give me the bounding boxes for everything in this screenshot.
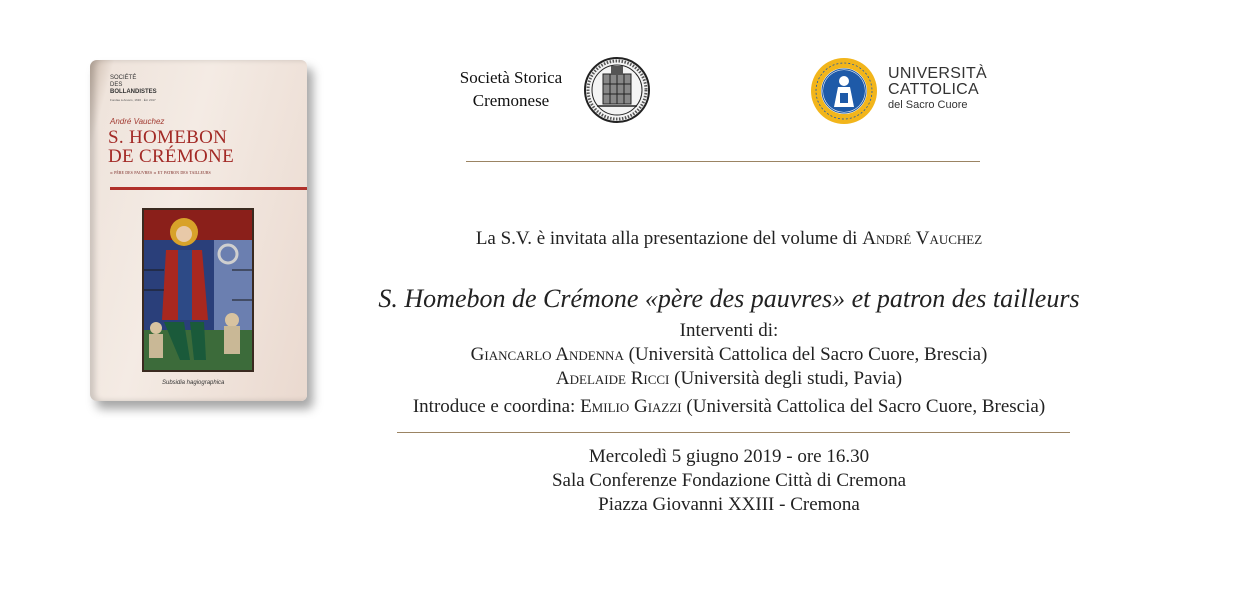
invitation-author-name: André Vauchez [862,228,983,249]
cover-subtitle: « père des pauvres » et patron des tailleurs [110,170,211,176]
cover-series: Subsidia hagiographica [162,380,225,386]
speaker-1 [340,344,1118,366]
moderator-name: Emilio Giazzi [580,396,682,417]
moderator-affiliation: (Università Cattolica del Sacro Cuore, Brescia) [681,396,1046,417]
cover-author: André Vauchez [110,117,165,126]
ucsc-name-line2: CATTOLICA [888,81,980,98]
ucsc-name-line3: del Sacro Cuore [888,99,968,111]
ssc-name [444,66,578,112]
speakers-heading: Interventi di: [679,320,779,341]
invitation-intro [340,228,1118,250]
cover-red-rule [110,187,307,190]
divider-top [466,161,980,162]
stained-glass-illustration [142,208,254,372]
cover-title [108,128,234,166]
book-cover-image [90,60,307,401]
speaker-1-name: Giancarlo Andenna [470,344,624,365]
ucsc-name [888,66,998,112]
event-address: Piazza Giovanni XXIII - Cremona [598,494,860,515]
ucsc-logo [810,57,878,125]
cover-title-line2: DE CRÉMONE [108,146,234,167]
book-title: S. Homebon de Crémone «père des pauvres» et patron des tailleurs [378,284,1080,313]
ssc-name-line2: Cremonese [472,91,550,110]
cover-publisher [110,75,157,96]
event-venue: Sala Conferenze Fondazione Città di Cremona [551,470,907,491]
speaker-2-name: Adelaide Ricci [555,368,670,389]
event-date-time: Mercoledì 5 giugno 2019 - ore 16.30 [588,446,870,467]
cover-publisher-sub: Fondée à Anvers, 1630 · Éd. 2017 [110,98,156,102]
cover-publisher-line1: SOCIÉTÉ [110,75,137,81]
ucsc-name-line1: UNIVERSITÀ [888,65,988,82]
speaker-1-affiliation: (Università Cattolica del Sacro Cuore, Brescia) [623,344,988,365]
moderator-prefix: Introduce e coordina: [412,396,581,417]
cover-publisher-line3: BOLLANDISTES [110,89,157,95]
invitation-intro-text: La S.V. è invitata alla presentazione del volume di [475,228,863,249]
cover-title-line1: S. HOMEBON [108,127,228,148]
ssc-seal-logo [583,56,651,124]
moderator [340,396,1118,418]
cover-publisher-line2: DES [110,82,123,88]
speaker-2-affiliation: (Università degli studi, Pavia) [669,368,903,389]
speaker-2 [340,368,1118,390]
divider-middle [397,432,1070,433]
ssc-name-line1: Società Storica [459,68,563,87]
